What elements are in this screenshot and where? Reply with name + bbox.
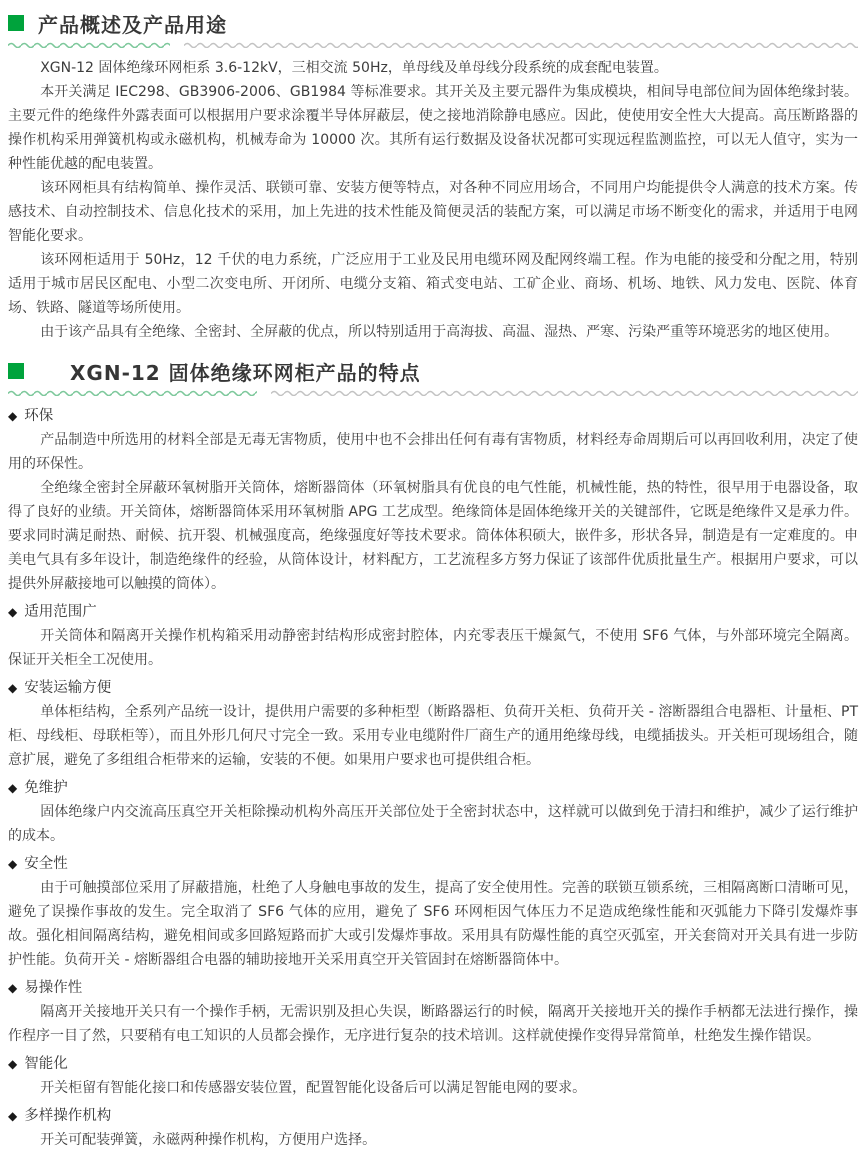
diamond-bullet-icon: ◆	[8, 981, 18, 995]
section-header-overview	[8, 8, 858, 38]
gray-wave-line	[271, 388, 858, 396]
feature-heading-label: 免维护	[24, 780, 68, 796]
feature-heading-label: 安全性	[24, 856, 68, 872]
feature-heading-label: 环保	[24, 408, 54, 424]
diamond-bullet-icon: ◆	[8, 1057, 18, 1071]
feature-heading-label: 易操作性	[24, 980, 83, 996]
feature-paragraph: 由于可触摸部位采用了屏蔽措施，杜绝了人身触电事故的发生，提高了安全使用性。完善的联锁互锁系统，三相隔离断口清晰可见，避免了误操作事故的发生。完全取消了 SF6 气体的应用，避免了 SF6 环网柜因气体压力不足造成绝缘性能和灭弧能力下降引发爆炸事故。强化相间隔离结构，避免相间或多回路短路而扩大或引发爆炸事故。采用具有防爆性能的真空灭弧室，开关套筒对开关具有进一步防护性能。负荷开关 - 熔断器组合电器的辅助接地开关采用真空开关管固封在熔断器筒体中。	[8, 880, 858, 968]
overview-paragraph: 该环网柜适用于 50Hz，12 千伏的电力系统，广泛应用于工业及民用电缆环网及配网终端工程。作为电能的接受和分配之用，特别适用于城市居民区配电、小型二次变电所、开闭所、电缆分支箱、箱式变电站、工矿企业、商场、机场、地铁、风力发电、医院、体育场、铁路、隧道等场所使用。	[8, 252, 858, 316]
overview-paragraph: 本开关满足 IEC298、GB3906-2006、GB1984 等标准要求。其开关及主要元器件为集成模块，相间导电部位间为固体绝缘封装。主要元件的绝缘件外露表面可以根据用户要求涂覆半导体屏蔽层，使之接地消除静电感应。因此，使使用安全性大大提高。高压断路器的操作机构采用弹簧机构或永磁机构，机械寿命为 10000 次。其所有运行数据及设备状况都可实现远程监测监控，可以无人值守，实为一种性能优越的配电装置。	[8, 84, 858, 172]
wavy-underline-overview	[8, 39, 858, 49]
feature-heading-label: 多样操作机构	[24, 1108, 112, 1124]
feature-paragraph: 开关可配装弹簧，永磁两种操作机构，方便用户选择。	[40, 1132, 377, 1148]
feature-heading-environment	[8, 404, 858, 428]
green-square-icon	[8, 363, 24, 379]
feature-heading-label: 安装运输方便	[24, 680, 112, 696]
green-square-icon	[8, 15, 24, 31]
feature-heading-easy-install-transport	[8, 676, 858, 700]
overview-paragraph: 由于该产品具有全绝缘、全密封、全屏蔽的优点，所以特别适用于高海拔、高温、湿热、严寒、污染严重等环境恶劣的地区使用。	[40, 324, 839, 340]
feature-heading-label: 智能化	[24, 1056, 68, 1072]
feature-heading-multiple-operating-mechanisms	[8, 1104, 858, 1128]
feature-paragraph: 隔离开关接地开关只有一个操作手柄，无需识别及担心失误，断路器运行的时候，隔离开关接地开关的操作手柄都无法进行操作，操作程序一目了然，只要稍有电工知识的人员都会操作，无序进行复杂的技术培训。这样就使操作变得异常简单，杜绝发生操作错误。	[8, 1004, 858, 1044]
feature-heading-safety	[8, 852, 858, 876]
feature-paragraph: 开关柜留有智能化接口和传感器安装位置，配置智能化设备后可以满足智能电网的要求。	[40, 1080, 587, 1096]
feature-heading-intelligent	[8, 1052, 858, 1076]
feature-heading-easy-operation	[8, 976, 858, 1000]
feature-paragraph: 开关筒体和隔离开关操作机构箱采用动静密封结构形成密封腔体，内充零表压干燥氮气，不使用 SF6 气体，与外部环境完全隔离。保证开关柜全工况使用。	[8, 628, 858, 668]
feature-heading-application-range	[8, 600, 858, 624]
features-title: XGN-12 固体绝缘环网柜产品的特点	[70, 360, 421, 385]
feature-paragraph: 固体绝缘户内交流高压真空开关柜除操动机构外高压开关部位处于全密封状态中，这样就可以做到免于清扫和维护，减少了运行维护的成本。	[8, 804, 858, 844]
wavy-underline-features	[8, 387, 858, 397]
diamond-bullet-icon: ◆	[8, 857, 18, 871]
gray-wave-line	[184, 40, 858, 48]
green-wave-line	[8, 40, 170, 48]
green-wave-line	[8, 388, 257, 396]
diamond-bullet-icon: ◆	[8, 1109, 18, 1123]
feature-paragraph: 产品制造中所选用的材料全部是无毒无害物质，使用中也不会排出任何有毒有害物质，材料经寿命周期后可以再回收利用，决定了使用的环保性。	[8, 432, 858, 472]
overview-title: 产品概述及产品用途	[38, 12, 227, 37]
diamond-bullet-icon: ◆	[8, 605, 18, 619]
section-header-features	[8, 356, 858, 386]
diamond-bullet-icon: ◆	[8, 781, 18, 795]
diamond-bullet-icon: ◆	[8, 409, 18, 423]
feature-paragraph: 全绝缘全密封全屏蔽环氧树脂开关筒体，熔断器筒体（环氧树脂具有优良的电气性能，机械性能，热的特性，很早用于电器设备，取得了良好的业绩。开关筒体，熔断器筒体采用环氧树脂 APG 工艺成型。绝缘筒体是固体绝缘开关的关键部件，它既是绝缘件又是承力件。要求同时满足耐热、耐候、抗开裂、机械强度高，绝缘强度好等技术要求。筒体体积硕大，嵌件多，形状各异，制造是有一定难度的。申美电气具有多年设计，制造绝缘件的经验，从筒体设计，材料配方，工艺流程多方努力保证了该部件优质批量生产。根据用户要求，可以提供外屏蔽接地可以触摸的筒体）。	[8, 480, 858, 592]
feature-heading-maintenance-free	[8, 776, 858, 800]
feature-heading-label: 适用范围广	[24, 604, 97, 620]
diamond-bullet-icon: ◆	[8, 681, 18, 695]
overview-paragraph: 该环网柜具有结构简单、操作灵活、联锁可靠、安装方便等特点，对各种不同应用场合，不同用户均能提供令人满意的技术方案。传感技术、自动控制技术、信息化技术的采用，加上先进的技术性能及简便灵活的装配方案，可以满足市场不断变化的需求，并适用于电网智能化要求。	[8, 180, 858, 244]
feature-paragraph: 单体柜结构，全系列产品统一设计，提供用户需要的多种柜型（断路器柜、负荷开关柜、负荷开关 - 溶断器组合电器柜、计量柜、PT 柜、母线柜、母联柜等），而且外形几何尺寸完全一致。采用专业电缆附件厂商生产的通用绝缘母线，电缆插拔头。开关柜可现场组合，随意扩展，避免了多组组合柜带来的运输，安装的不便。如果用户要求也可提供组合柜。	[8, 704, 858, 768]
overview-paragraph: XGN-12 固体绝缘环网柜系 3.6-12kV，三相交流 50Hz，单母线及单母线分段系统的成套配电装置。	[40, 60, 668, 76]
